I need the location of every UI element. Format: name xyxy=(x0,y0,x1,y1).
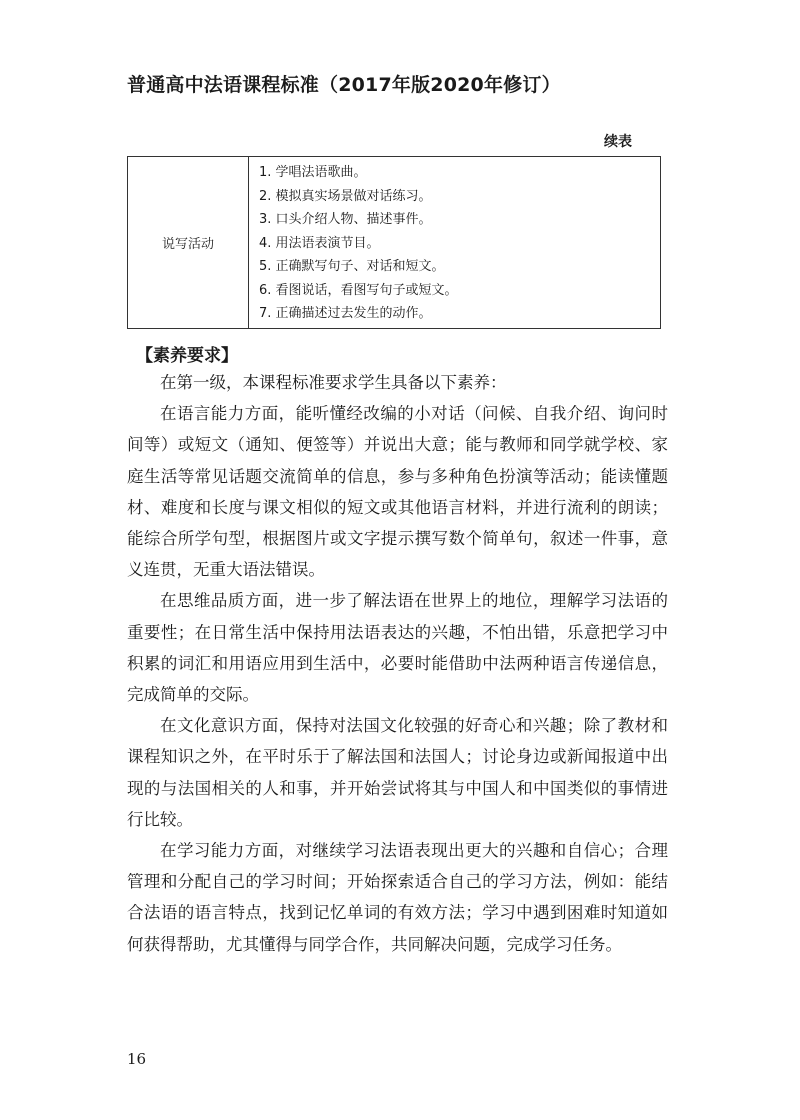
language-ability-paragraph: 在语言能力方面，能听懂经改编的小对话（问候、自我介绍、询问时间等）或短文（通知、便签等）并说出大意；能与教师和同学就学校、家庭生活等常见话题交流简单的信息，参与多种角色扮演等活动；能读懂题材、难度和长度与课文相似的短文或其他语言材料，并进行流利的朗读；能综合所学句型，根据图片或文字提示撰写数个简单句，叙述一件事，意义连贯，无重大语法错误。 xyxy=(127,404,668,580)
list-item: 5. 正确默写句子、对话和短文。 xyxy=(259,259,445,274)
table-row xyxy=(128,157,661,329)
table-items-cell xyxy=(249,157,661,329)
list-item: 7. 正确描述过去发生的动作。 xyxy=(259,306,432,321)
running-header-title: 普通高中法语课程标准（2017年版2020年修订） xyxy=(127,74,561,96)
body-text xyxy=(127,367,668,960)
list-item: 6. 看图说话，看图写句子或短文。 xyxy=(259,282,458,298)
intro-paragraph: 在第一级，本课程标准要求学生具备以下素养： xyxy=(160,373,507,392)
section-heading: 【素养要求】 xyxy=(136,346,238,366)
cultural-awareness-paragraph: 在文化意识方面，保持对法国文化较强的好奇心和兴趣；除了教材和课程知识之外，在平时乐于了解法国和法国人；讨论身边或新闻报道中出现的与法国相关的人和事，并开始尝试将其与中国人和中国类似的事情进行比较。 xyxy=(127,716,668,829)
learning-ability-paragraph: 在学习能力方面，对继续学习法语表现出更大的兴趣和自信心；合理管理和分配自己的学习时间；开始探索适合自己的学习方法，例如：能结合法语的语言特点，找到记忆单词的有效方法；学习中遇到困难时知道如何获得帮助，尤其懂得与同学合作，共同解决问题，完成学习任务。 xyxy=(127,841,668,954)
list-item: 2. 模拟真实场景做对话练习。 xyxy=(259,188,432,204)
list-item: 1. 学唱法语歌曲。 xyxy=(259,165,367,180)
table-continued-label: 续表 xyxy=(604,134,632,150)
list-item: 4. 用法语表演节目。 xyxy=(259,235,380,251)
table-category-cell: 说写活动 xyxy=(128,157,249,329)
activity-table xyxy=(127,156,661,329)
thinking-quality-paragraph: 在思维品质方面，进一步了解法语在世界上的地位，理解学习法语的重要性；在日常生活中保持用法语表达的兴趣，不怕出错，乐意把学习中积累的词汇和用语应用到生活中，必要时能借助中法两种语言传递信息，完成简单的交际。 xyxy=(127,591,668,705)
page-number: 16 xyxy=(127,1050,147,1068)
list-item: 3. 口头介绍人物、描述事件。 xyxy=(259,212,432,227)
